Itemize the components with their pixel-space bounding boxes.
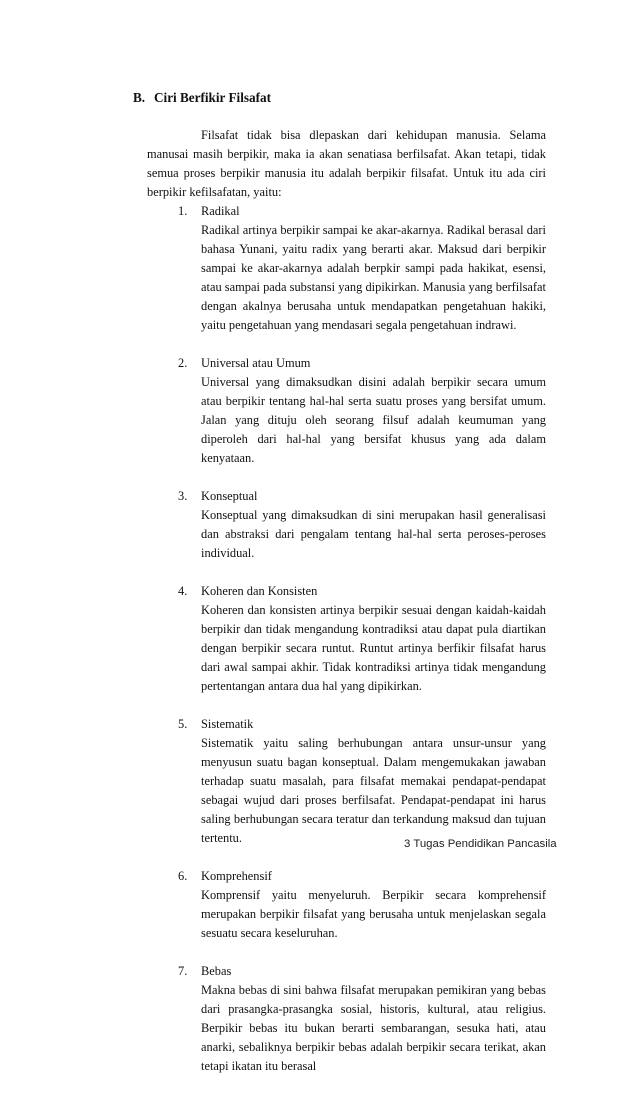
item-number: 6.	[178, 869, 188, 883]
item-title: Konseptual	[201, 489, 258, 503]
intro-paragraph: Filsafat tidak bisa dlepaskan dari kehidupan manusia. Selama manusai masih berpikir, maka ia akan senatiasa berfilsafat. Akan tetapi, tidak semua proses berpikir manusia itu adalah berpikir filsafat. Untuk itu ada ciri berpikir kefilsafatan, yaitu:	[147, 128, 546, 199]
item-body: Radikal artinya berpikir sampai ke akar-akarnya. Radikal berasal dari bahasa Yunani, yaitu radix yang berarti akar. Maksud dari berpikir sampai ke akar-akarnya adalah berpkir sampi pada hakikat, esensi, atau sampai pada substansi yang dipikirkan. Manusia yang berfilsafat dengan akalnya berusaha untuk mendapatkan pengetahuan hakiki, yaitu pengetahuan yang mendasari segala pengetahuan indrawi.	[201, 223, 546, 332]
characteristics-list	[178, 202, 546, 1095]
item-body: Sistematik yaitu saling berhubungan antara unsur-unsur yang menyusun suatu bagan konseptual. Dalam mengemukakan jawaban terhadap suatu masalah, para filsafat memakai pendapat-pendapat sebagai wujud dari proses berfilsafat. Pendapat-pendapat ini harus saling berhubungan secara teratur dan terkandung maksud dan tujuan tertentu.	[201, 736, 546, 845]
footer-label: Tugas Pendidikan Pancasila	[413, 838, 557, 850]
section-letter: B.	[133, 90, 146, 105]
item-number: 4.	[178, 584, 188, 598]
item-body: Komprensif yaitu menyeluruh. Berpikir secara komprehensif merupakan berpikir filsafat yang berusaha untuk menjelaskan segala sesuatu secara keseluruhan.	[201, 888, 546, 940]
item-title: Komprehensif	[201, 869, 272, 883]
item-body: Makna bebas di sini bahwa filsafat merupakan pemikiran yang bebas dari prasangka-prasangka sosial, historis, kultural, atau religius. Berpikir bebas itu bukan berarti sembarangan, sesuka hati, atau anarki, sebaliknya berpikir bebas adalah berpikir secara terikat, akan tetapi ikatan itu berasal	[201, 983, 546, 1073]
list-item-universal	[178, 354, 546, 468]
list-item-radikal	[178, 202, 546, 335]
item-title: Bebas	[201, 964, 232, 978]
item-number: 1.	[178, 204, 188, 218]
list-item-konseptual	[178, 487, 546, 563]
item-title: Sistematik	[201, 717, 254, 731]
item-number: 2.	[178, 356, 188, 370]
list-item-bebas	[178, 962, 546, 1076]
item-title: Radikal	[201, 204, 240, 218]
list-item-komprehensif	[178, 867, 546, 943]
item-number: 7.	[178, 964, 188, 978]
page-footer	[404, 835, 557, 854]
item-title: Koheren dan Konsisten	[201, 584, 318, 598]
item-body: Koheren dan konsisten artinya berpikir sesuai dengan kaidah-kaidah berpikir dan tidak mengandung kontradiksi atau dapat pula diartikan dengan berpikir secara runtut. Runtut artinya berfikir filsafat harus dari awal sampai akhir. Tidak kontradiksi artinya tidak mengandung pertentangan antara dua hal yang dipikirkan.	[201, 603, 546, 693]
item-number: 3.	[178, 489, 188, 503]
list-item-sistematik	[178, 715, 546, 848]
item-body: Konseptual yang dimaksudkan di sini merupakan hasil generalisasi dan abstraksi dari pengalam tentang hal-hal serta peroses-peroses individual.	[201, 508, 546, 560]
section-title: Ciri Berfikir Filsafat	[154, 90, 271, 105]
item-number: 5.	[178, 717, 188, 731]
item-body: Universal yang dimaksudkan disini adalah berpikir secara umum atau berpikir tentang hal-hal serta suatu proses yang bersifat umum. Jalan yang dituju oleh seorang filsuf adalah keumuman yang diperoleh dari hal-hal yang bersifat khusus yang ada dalam kenyataan.	[201, 375, 546, 465]
page-number: 3	[404, 838, 411, 850]
list-item-koheren	[178, 582, 546, 696]
section-heading	[133, 88, 271, 107]
item-title: Universal atau Umum	[201, 356, 311, 370]
